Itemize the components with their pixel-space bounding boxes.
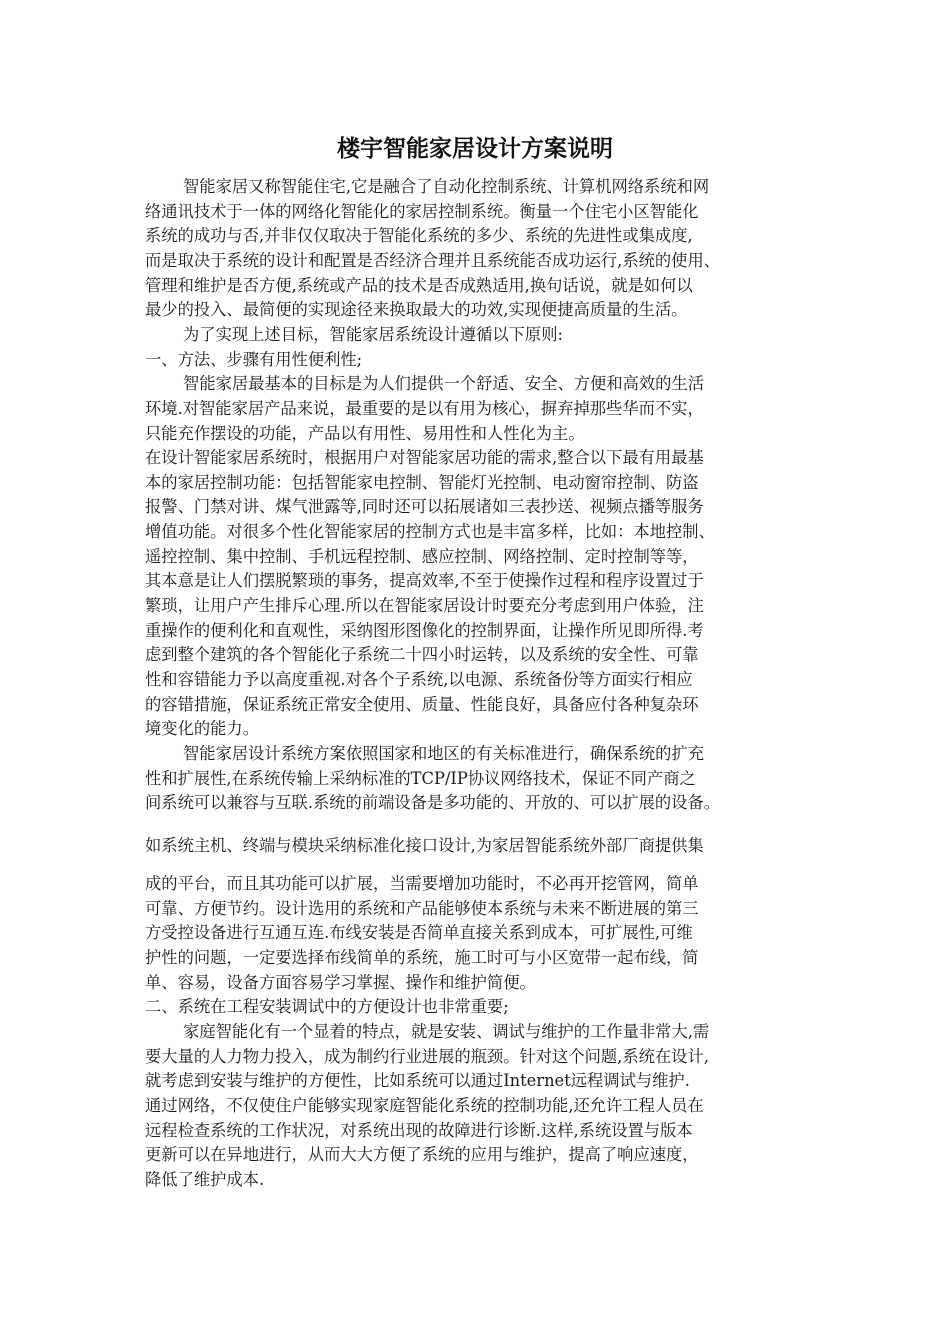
body-line: 通过网络，不仅使住户能够实现家庭智能化系统的控制功能,还允许工程人员在 (145, 1095, 704, 1115)
body-line: 性和扩展性,在系统传输上采纳标准的TCP/IP协议网络技术，保证不同产商之 (145, 768, 696, 788)
body-line: 智能家居又称智能住宅,它是融合了自动化控制系统、计算机网络系统和网 (183, 177, 710, 196)
document-title: 楼宇智能家居设计方案说明 (337, 136, 613, 162)
body-line: 二、系统在工程安装调试中的方便设计也非常重要; (145, 997, 509, 1017)
body-line: 遥控控制、集中控制、手机远程控制、感应控制、网络控制、定时控制等等， (145, 546, 699, 566)
body-line: 管理和维护是否方便,系统或产品的技术是否成熟适用,换句话说，就是如何以 (145, 275, 693, 295)
body-line: 络通讯技术于一体的网络化智能化的家居控制系统。衡量一个住宅小区智能化 (145, 201, 699, 221)
body-line: 重操作的便利化和直观性，采纳图形图像化的控制界面，让操作所见即所得.考 (145, 620, 704, 640)
body-line: 成的平台，而且其功能可以扩展，当需要增加功能时，不必再开挖管网，简单 (145, 874, 699, 893)
body-line: 只能充作摆设的功能，产品以有用性、易用性和人性化为主。 (145, 423, 585, 443)
body-line: 境变化的能力。 (145, 719, 259, 739)
body-line: 一、方法、步骤有用性便利性; (145, 349, 363, 369)
body-line: 报警、门禁对讲、煤气泄露等,同时还可以拓展诸如三表抄送、视频点播等服务 (145, 497, 704, 517)
body-line: 方受控设备进行互通互连.布线安装是否简单直接关系到成本，可扩展性,可维 (145, 923, 693, 943)
body-line: 就考虑到安装与维护的方便性，比如系统可以通过Internet远程调试与维护. (145, 1071, 690, 1091)
body-line: 要大量的人力物力投入，成为制约行业进展的瓶颈。针对这个问题,系统在设计, (145, 1046, 709, 1066)
body-line: 降低了维护成本. (145, 1169, 265, 1189)
body-line: 护性的问题，一定要选择布线简单的系统，施工时可与小区宽带一起布线，简 (145, 947, 699, 967)
body-line: 智能家居最基本的目标是为人们提供一个舒适、安全、方便和高效的生活 (183, 374, 705, 394)
body-line: 为了实现上述目标，智能家居系统设计遵循以下原则: (183, 324, 563, 344)
body-line: 环境.对智能家居产品来说，最重要的是以有用为核心，摒弃掉那些华而不实， (145, 398, 704, 418)
body-line: 可靠、方便节约。设计选用的系统和产品能够使本系统与未来不断进展的第三 (145, 898, 699, 918)
body-line: 智能家居设计系统方案依照国家和地区的有关标准进行，确保系统的扩充 (183, 743, 705, 763)
body-line: 远程检查系统的工作状况，对系统出现的故障进行诊断.这样,系统设置与版本 (145, 1120, 693, 1140)
body-line: 单、容易，设备方面容易学习掌握、操作和维护简便。 (145, 972, 536, 992)
body-line: 增值功能。对很多个性化智能家居的控制方式也是丰富多样，比如：本地控制、 (145, 522, 715, 542)
body-line: 虑到整个建筑的各个智能化子系统二十四小时运转，以及系统的安全性、可靠 (145, 645, 699, 665)
body-line: 更新可以在异地进行，从而大大方便了系统的应用与维护，提高了响应速度， (145, 1145, 699, 1165)
body-line: 家庭智能化有一个显着的特点，就是安装、调试与维护的工作量非常大,需 (183, 1021, 710, 1041)
body-line: 的容错措施，保证系统正常安全使用、质量、性能良好，具备应付各种复杂环 (145, 694, 699, 714)
body-line: 而是取决于系统的设计和配置是否经济合理并且系统能否成功运行,系统的使用、 (145, 250, 721, 270)
body-line: 在设计智能家居系统时，根据用户对智能家居功能的需求,整合以下最有用最基 (145, 448, 704, 468)
body-line: 繁琐，让用户产生排斥心理.所以在智能家居设计时要充分考虑到用户体验，注 (145, 596, 704, 616)
body-line: 其本意是让人们摆脱繁琐的事务，提高效率,不至于使操作过程和程序设置过于 (145, 571, 704, 591)
body-line: 如系统主机、终端与模块采纳标准化接口设计,为家居智能系统外部厂商提供集 (145, 836, 704, 855)
body-line: 间系统可以兼容与互联.系统的前端设备是多功能的、开放的、可以扩展的设备。 (145, 793, 721, 813)
body-line: 系统的成功与否,并非仅仅取决于智能化系统的多少、系统的先进性或集成度, (145, 226, 693, 246)
body-line: 性和容错能力予以高度重视.对各个子系统,以电源、系统备份等方面实行相应 (145, 670, 693, 689)
body-line: 最少的投入、最简便的实现途径来换取最大的功效,实现便捷高质量的生活。 (145, 300, 688, 320)
body-line: 本的家居控制功能：包括智能家电控制、智能灯光控制、电动窗帘控制、防盗 (145, 472, 699, 492)
